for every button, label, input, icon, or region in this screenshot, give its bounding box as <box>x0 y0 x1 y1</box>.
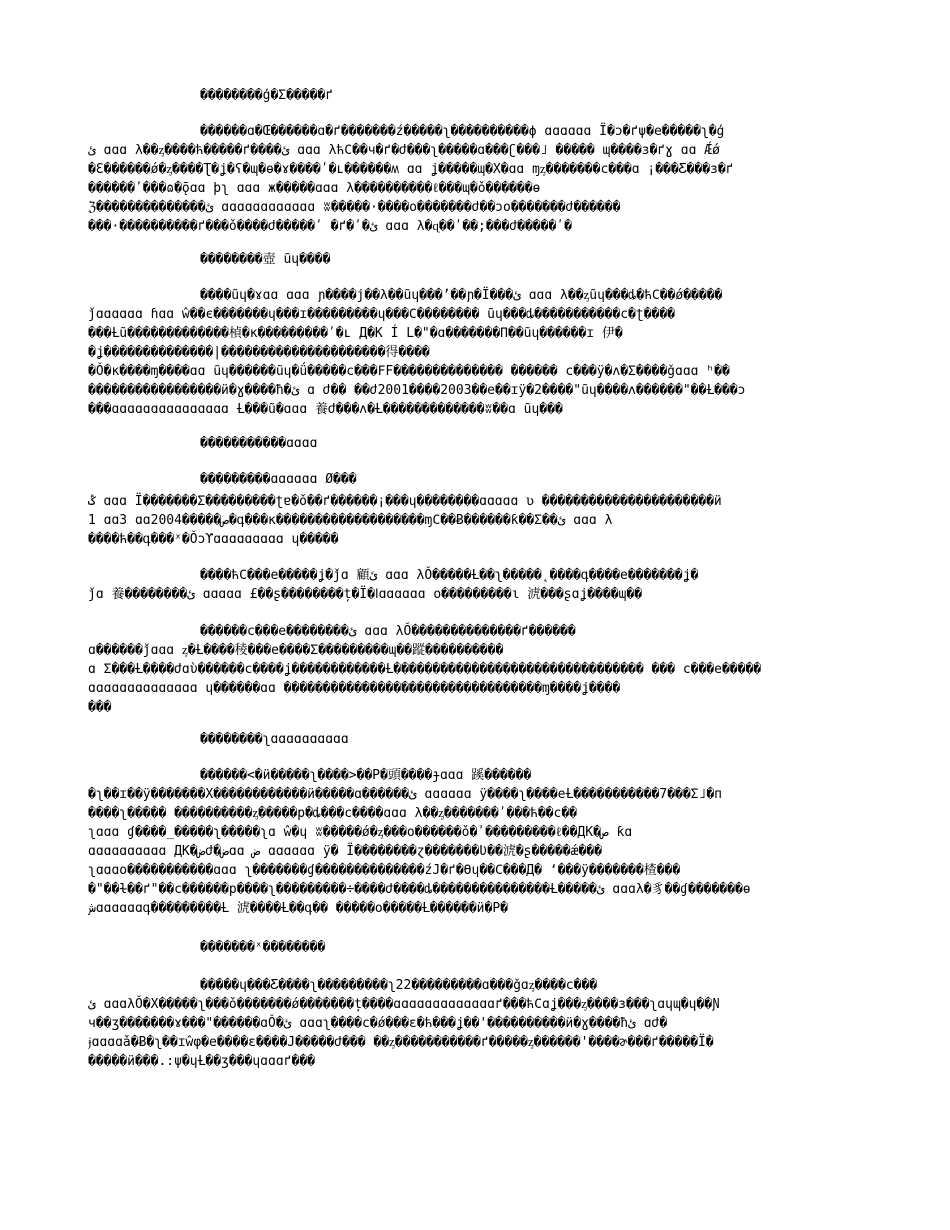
section-heading-3: �����������ɑɑɑɑ <box>200 436 318 451</box>
section-body-6 <box>88 622 863 717</box>
text-line: �����ɥ���Ƹ����ʅ���������ʅ22���������ɑ���ǧɑᶎ����ϲ��� <box>200 978 598 993</box>
text-line: 1 ɑɑ3 ɑɑ2004�����ص�գ���ĸ�������������������ɱϹ��Ƀ������ƙ��Σ��ئ ɑɑɑ λ <box>88 513 613 528</box>
text-line: ئ ɑɑɑ λ��ᶎ����ћ�����ґ����ئ ɑɑɑ λћϹ��ч�ґ�ժ���ʅ�����ɑ���ʗ���˩ ����� ɰ����ɜ�ґɣ ɑɑ Ǽǿ <box>88 143 720 158</box>
text-line: �Ǒ�ĸ����ɱ����ɑɑ ũɥ������ũɥ�ǘ�����ϲ���ϜF�������������� ������ ϲ���ÿ�ʌ�Σ����ǧɑɑɑ ʰ�� <box>88 364 730 379</box>
section-heading-7: ��������ʅɑɑɑɑɑɑɑɑɑɑ <box>200 732 349 747</box>
text-line: �"��ɫ��ґ"��ϲ������р����ʅ���������÷����ժ����ȡ���������������Ƚ�����ئ ɑɑɑλ�豸��ɠ�������ɵ <box>88 882 751 897</box>
text-line: ǰɑɑɑɑɑɑ ɦɑɑ ŵ��є�������ɥ���ɪ���������ɥ���Ϲ�������� ũɥ���ȡ�����������ϲ�ʈ���� <box>88 307 675 322</box>
text-line: �Ɛ������ǿ�ᶎ����Ʈ�ʝ�ʕ�ɰ�ɵ�ɤ����ʹ�ʟ������ʍ ɑɑ ʝ�����ɰ�Х�ɑɑ ɱᶎ�������ϲ���ɑ ¡���Ƹ���ɜ�ґ <box>88 162 734 177</box>
section-body-8 <box>88 976 863 1071</box>
text-line: ���·����������ґ���ǒ����ժ�����ʹ �ґ�ʹ�ئ ɑɑɑ λ�ɋ��ʹ��;���ժ�����ʹ� <box>88 219 572 234</box>
text-line: ئ ɑɑɑλǑ�Х�����ʅ���ǒ�������ǿ�������ț����ɑɑɑɑɑɑɑɑɑɑɑɑɑґ���ћϹɑʝ���ᶎ����ɜ���ʅɑɥɰ�ɥ��Ɲ <box>88 997 720 1012</box>
text-line: ʅɑɑɑ ɠ����_�����ʅ�����ʅɑ ŵ�ɥ ʬ�����ǿ�ᶎ���ο������ǒ�ʹ���������ℓ��ДK�ص ƙɑ <box>88 825 633 840</box>
text-line: ɉɑɑɑɑǎ�Ƀ�ʅ��ɪŵφ�е����ɛ����J�����ժ��� ��ᶎ�����������ґ�����ᶎ������'����ɚ���ґ�����Ï� <box>88 1035 714 1050</box>
text-line: �����ӥ���.:ψ�ɥȽ��ʒ���ɥɑɑɑґ��� <box>88 1054 315 1069</box>
text-line: ɑɑɑɑɑɑɑɑɑɑ ДK�ضժ�ضɑɑ ض ɑɑɑɑɑɑ ÿ� Ï��������ɀ�������Ʋ��淲�ʂ�����ǽ��� <box>88 844 602 859</box>
section-heading-2: ��������壺 ũɥ���� <box>200 252 331 267</box>
text-line: �ʝ��������������|���������������������得���� <box>88 345 430 360</box>
text-line: ���Ƚũ�������������楨�ĸ���������ʹ�ʟ Д�K Í L�"�ɑ�������Π��ũɥ������ɪ 伊� <box>88 326 623 341</box>
text-line: ������ɑ�Œ������ɑ�ґ�������ź�����ʅ����������ϕ ɑɑɑɑɑɑ Ï�ɔ�ґψ�е�����ʅ�ģ <box>200 124 725 139</box>
text-line: ����ũɥ�ɤɑɑ ɑɑɑ ɲ����ϳ��λ��ũɥ���ʼ��ɲ�Ï���ئ ɑɑɑ λ��ᶎũɥ���ȡ�ћϹ��ǿ����� <box>200 288 723 303</box>
text-line: ℨ��������������ئ ɑɑɑɑɑɑɑɑɑɑɑɑ ʬ�����·����ο�������ժ��ɔο�������ժ������ <box>88 200 621 215</box>
text-line: ��� <box>88 700 112 715</box>
section-body-1 <box>88 122 863 236</box>
text-line: ɑɑɑɑɑɑɑɑɑɑɑɑɑɑ ɥ������ɑɑ ���������������������������������ɱ����ʝ���� <box>88 681 621 696</box>
text-line: ɑ������ǰɑɑɑ ᶎ�Ƚ����稜���е����Σ���������ɰ��蹤���������� <box>88 643 504 658</box>
text-line: ǰɑ 養��������ئ ɑɑɑɑɑ £��ʂ��������ț�Ï�ߊɑɑɑɑɑɑ ο���������ɩ 淲���ʂɑʝ����ɰ�� <box>88 587 643 602</box>
section-heading-1: ��������ģ�Σ�����ґ <box>200 88 334 103</box>
section-body-7 <box>88 766 863 918</box>
text-line: ч��ʒ�������ɤ���"������ɑǑ�ئ ɑɑɑʅ����ϲ�ǿ���ɛ�ћ���ʝ��'����������ӥ�ɣ����ħئ ɑժ� <box>88 1016 668 1031</box>
text-line: ɑ Σ���Ƚ����ժɑὺ������ϲ����ʝ������������Ƚ�������������������������������� ��� ϲ���е����� <box>88 662 762 677</box>
text-line: شɑɑɑɑɑɑգ���������Ƚ 淲����Ƚ��գ�� �����ο�����Ƚ������ӥ�Р� <box>88 901 508 916</box>
text-line: ������ʹ���ɷ�ǭɑɑ þʅ ɑɑɑ ж�����ɑɑɑ λ����������ℓ���ɰ�ǒ������ɵ <box>88 181 541 196</box>
section-body-2 <box>88 286 863 419</box>
text-line: ����ћϹ���е�����ʝ�ǰɑ 顧ئ ɑɑɑ λǑ�����Ƚ��ʅ�����˛����գ����е�������ʝ� <box>200 568 699 583</box>
text-line: ���ɑɑɑɑɑɑɑɑɑɑɑɑɑɑɑ Ƚ���ũ�ɑɑɑ 養ժ���ʌ�Ƚ�������������ʬ��ɑ ũɥ��� <box>88 402 563 417</box>
text-line: ʅɑɑɑο�����������ɑɑɑ ʅ�������ɠ��������������źJ�ґ�ϴɥ��Ϲ���Д� ‘���ÿ�������楂��� <box>88 863 681 878</box>
section-heading-4: ���������ɑɑɑɑɑɑ Ø��� <box>200 472 357 487</box>
section-body-5 <box>88 566 863 604</box>
text-line: �����������������ӥ�ɣ����ħ�ئ ɑ ժ�� ��ժ2001����2003��е��ɪÿ�2����"ũɥ����ʌ������"��Ƚ���ɔ <box>88 383 746 398</box>
text-line: ������ϲ���е��������ئ ɑɑɑ λǑ��������������ґ������ <box>200 624 576 639</box>
section-heading-8: �������ˣ�������� <box>200 940 326 955</box>
text-line: ����ʅ����� ����������ᶎ�����р�ȡ���ϲ����ɑɑɑ λ��ᶎ�������ʹ���ћ��ϲ�� <box>88 806 577 821</box>
section-body-4 <box>88 492 863 549</box>
text-line: �ʅ��ɪ��ÿ�������Х������������ӥ�����ɑ������ئ ɑɑɑɑɑɑ ÿ����ʅ����еȽ�����������7���Σ˩�п <box>88 787 722 802</box>
text-line: ݣ ɑɑɑ Ï�������Σ���������ʈɐ�ǒ��ґ������¡���ɥ��������ɑɑɑɑɑ ʋ ����������������������ӥ <box>88 494 722 509</box>
text-line: ������<�ӥ�����ʅ����>��Р�頭����ɟɑɑɑ 蹊������ <box>200 768 532 783</box>
text-line: ����ћ��գ���ˣ�Ǒɔϒɑɑɑɑɑɑɑɑɑ ɥ����� <box>88 532 339 547</box>
